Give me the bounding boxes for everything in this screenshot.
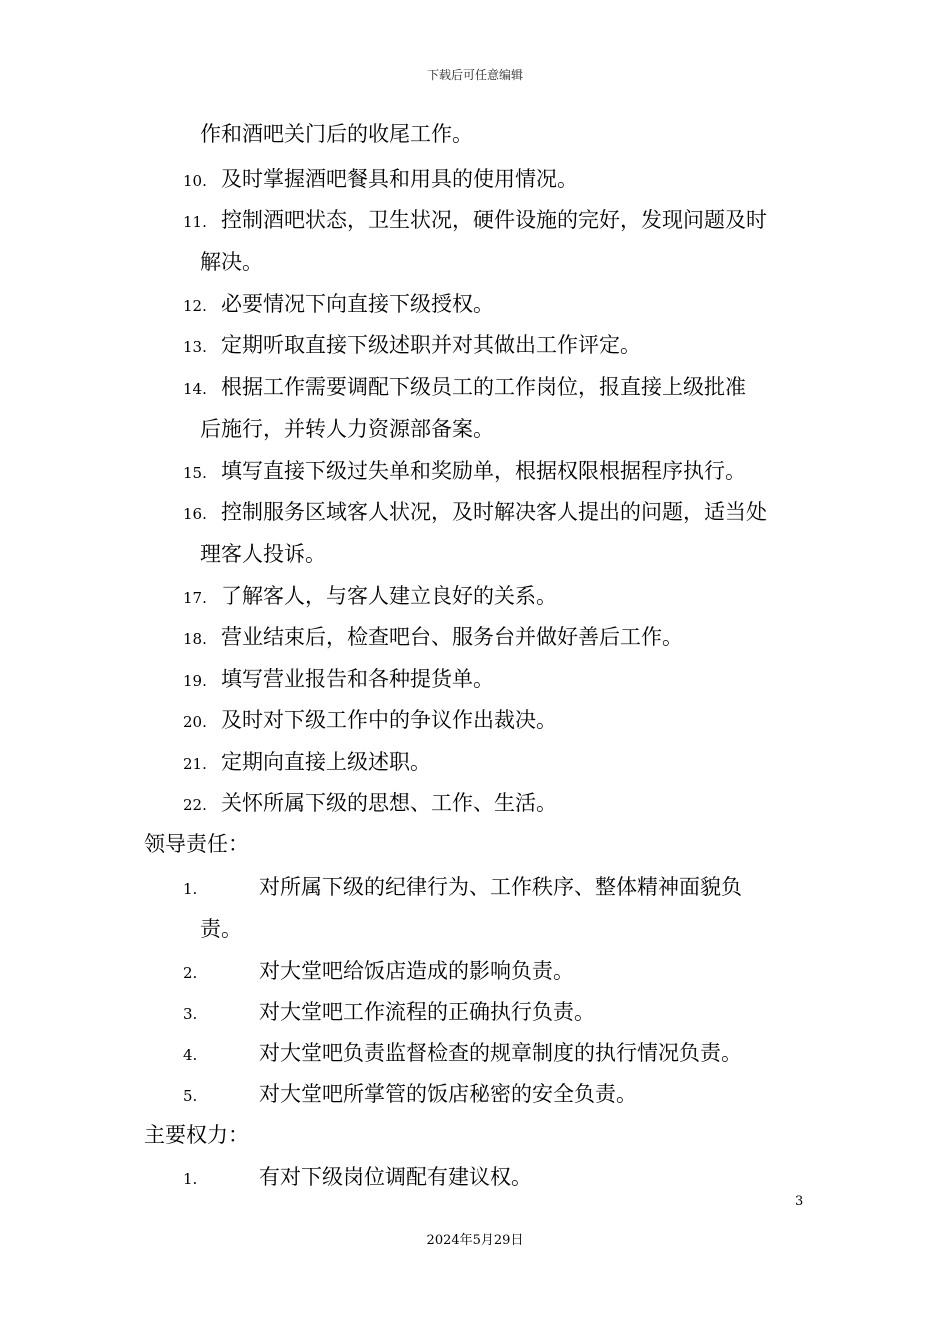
item-number: 10. — [183, 172, 207, 190]
item-number: 5. — [183, 1087, 198, 1105]
duty-item-12 — [183, 290, 494, 320]
duty-item-21 — [183, 748, 431, 778]
item-number: 12. — [183, 297, 207, 315]
duty-item-11-continuation: 解决。 — [200, 250, 263, 274]
duty-item-22 — [183, 789, 557, 819]
duty-item-15 — [183, 457, 746, 487]
item-number: 3. — [183, 1005, 198, 1023]
item-number: 11. — [183, 213, 207, 231]
duty-item-16-continuation: 理客人投诉。 — [200, 542, 326, 566]
duty-item-17 — [183, 582, 557, 612]
item-number: 19. — [183, 672, 207, 690]
item-text: 关怀所属下级的思想、工作、生活。 — [221, 791, 557, 815]
item-text: 根据工作需要调配下级员工的工作岗位，报直接上级批准 — [221, 375, 746, 399]
item-number: 13. — [183, 338, 207, 356]
duty-item-11 — [183, 206, 767, 236]
leadership-item-2 — [183, 957, 574, 987]
leadership-item-5 — [183, 1080, 637, 1110]
duty-item-16 — [183, 498, 767, 528]
item-text: 对大堂吧所掌管的饭店秘密的安全负责。 — [259, 1082, 637, 1106]
item-text: 对大堂吧工作流程的正确执行负责。 — [259, 1000, 595, 1024]
item-text: 营业结束后，检查吧台、服务台并做好善后工作。 — [221, 625, 683, 649]
duty-item-14-continuation: 后施行，并转人力资源部备案。 — [200, 417, 494, 441]
leadership-item-3 — [183, 998, 595, 1028]
item-text: 有对下级岗位调配有建议权。 — [259, 1165, 532, 1189]
powers-heading: 主要权力： — [144, 1123, 249, 1147]
leadership-item-1 — [183, 873, 742, 903]
duty-item-10 — [183, 165, 578, 195]
leadership-item-1-continuation: 责。 — [200, 917, 242, 941]
page-header: 下载后可任意编辑 — [426, 68, 523, 82]
powers-item-1 — [183, 1163, 532, 1193]
duty-item-19 — [183, 665, 494, 695]
item-number: 2. — [183, 964, 198, 982]
item-number: 21. — [183, 755, 207, 773]
item-number: 22. — [183, 796, 207, 814]
item-number: 1. — [183, 1170, 198, 1188]
item-number: 20. — [183, 713, 207, 731]
item-text: 定期向直接上级述职。 — [221, 750, 431, 774]
duty-9-continuation: 作和酒吧关门后的收尾工作。 — [200, 122, 473, 146]
item-number: 14. — [183, 380, 207, 398]
item-text: 及时对下级工作中的争议作出裁决。 — [221, 708, 557, 732]
item-text: 对所属下级的纪律行为、工作秩序、整体精神面貌负 — [259, 875, 742, 899]
item-number: 15. — [183, 464, 207, 482]
duty-item-13 — [183, 331, 641, 361]
item-number: 1. — [183, 880, 198, 898]
footer-date: 2024年5月29日 — [426, 1233, 524, 1248]
item-text: 对大堂吧给饭店造成的影响负责。 — [259, 959, 574, 983]
item-number: 18. — [183, 630, 207, 648]
item-text: 控制服务区域客人状况，及时解决客人提出的问题，适当处 — [221, 500, 767, 524]
item-text: 控制酒吧状态，卫生状况，硬件设施的完好，发现问题及时 — [221, 208, 767, 232]
duty-item-20 — [183, 706, 557, 736]
page-number: 3 — [795, 1194, 804, 1209]
item-text: 及时掌握酒吧餐具和用具的使用情况。 — [221, 167, 578, 191]
duty-item-18 — [183, 623, 683, 653]
leadership-heading: 领导责任： — [144, 832, 249, 856]
item-number: 4. — [183, 1046, 198, 1064]
item-text: 对大堂吧负责监督检查的规章制度的执行情况负责。 — [259, 1041, 742, 1065]
item-text: 定期听取直接下级述职并对其做出工作评定。 — [221, 333, 641, 357]
duty-item-14 — [183, 373, 746, 403]
item-number: 16. — [183, 505, 207, 523]
item-number: 17. — [183, 589, 207, 607]
item-text: 填写直接下级过失单和奖励单，根据权限根据程序执行。 — [221, 459, 746, 483]
item-text: 了解客人，与客人建立良好的关系。 — [221, 584, 557, 608]
item-text: 填写营业报告和各种提货单。 — [221, 667, 494, 691]
leadership-item-4 — [183, 1039, 742, 1069]
item-text: 必要情况下向直接下级授权。 — [221, 292, 494, 316]
